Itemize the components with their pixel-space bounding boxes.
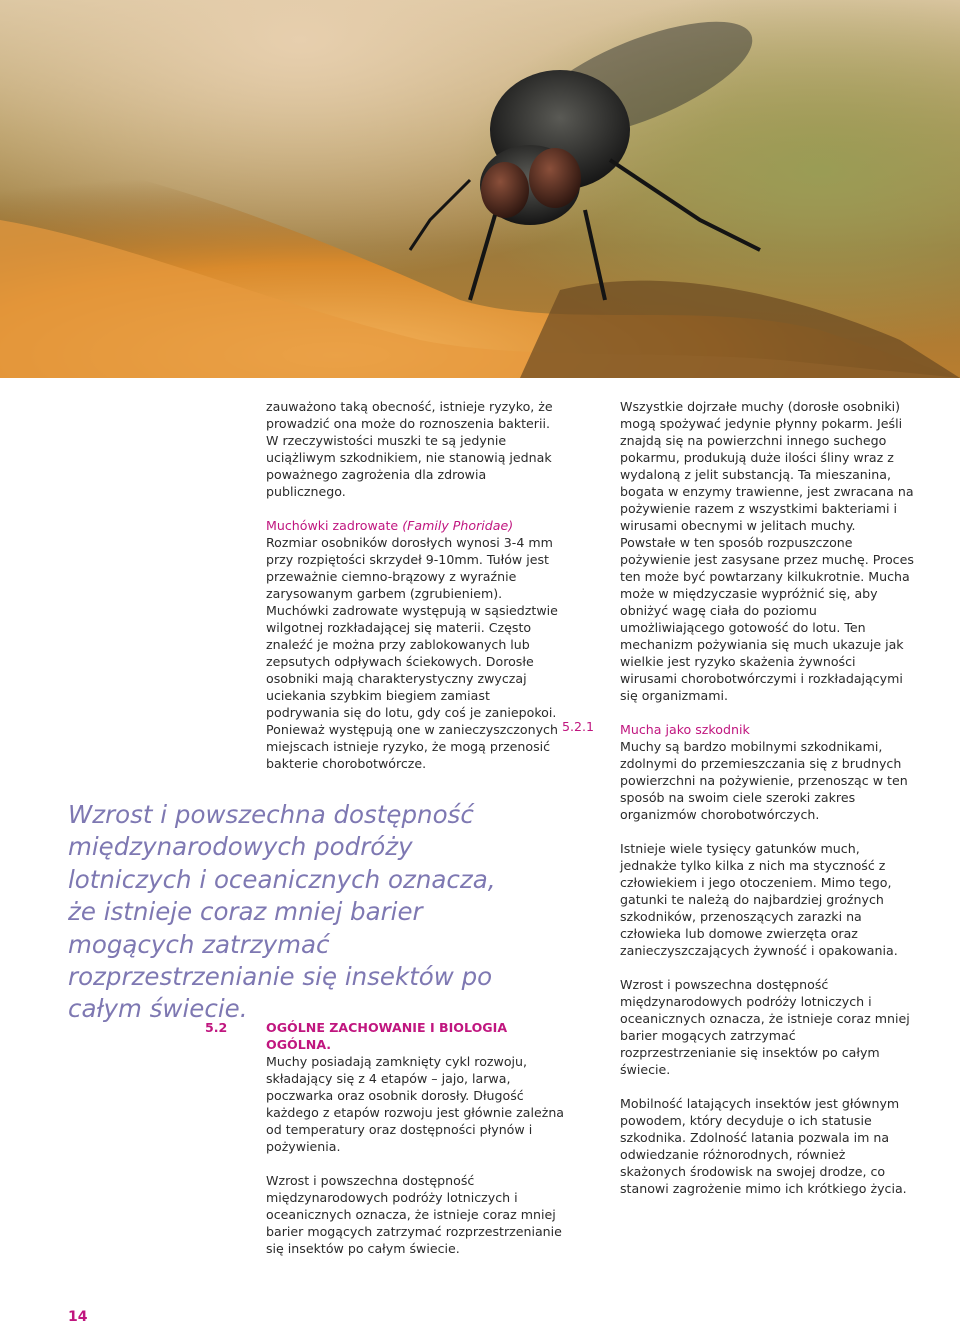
section-number: 5.2 xyxy=(205,1020,228,1035)
subsection-para-1: Muchy są bardzo mobilnymi szkodnikami, zdolnymi do przemieszczania się z brudnych powierzchni na pożywienie, przenosząc w ten sposób na swoim ciele szeroki zakres organizmów chorobotwórczych. xyxy=(620,739,908,822)
right-para-3: Wzrost i powszechna dostępność międzynarodowych podróży lotniczych i oceanicznych oznacza, że istnieje coraz mniej barier mogących zatrzymać rozprzestrzenianie się insektów po całym świecie. xyxy=(620,977,910,1077)
subsection-number: 5.2.1 xyxy=(562,719,595,734)
right-column xyxy=(620,398,915,1214)
middle-column xyxy=(266,398,566,789)
right-intro-paragraph: Wszystkie dojrzałe muchy (dorosłe osobniki) mogą spożywać jedynie płynny pokarm. Jeśli znajdą się na powierzchni innego suchego pokarmu, produkują duże ilości śliny wraz z wydaloną z jelit substancją. Ta mieszanina, bogata w enzymy trawienne, jest zwracana na pożywienie razem z wszystkimi bakteriami i wirusami obecnymi w jelitach muchy. Powstałe w ten sposób rozpuszczone pożywienie jest zasysane przez muchę. Proces ten może być powtarzany kilkukrotnie. Mucha może w międzyczasie wypróżnić się, aby obniżyć wagę ciała do poziomu umożliwiającego gotowość do lotu. Ten mechanizm pożywiania się much ukazuje jak wielkie jest ryzyko skażenia żywności wirusami chorobotwórczymi i rozkładającymi się organizmami. xyxy=(620,399,914,703)
fly-photo-icon xyxy=(0,0,960,378)
intro-paragraph: zauważono taką obecność, istnieje ryzyko, że prowadzić ona może do roznoszenia bakterii. W rzeczywistości muszki te są jedynie uciążliwym szkodnikiem, nie stanowią jednak poważnego zagrożenia dla zdrowia publicznego. xyxy=(266,399,553,499)
right-para-4: Mobilność latających insektów jest głównym powodem, który decyduje o ich statusie szkodnika. Zdolność latania pozwala im na odwiedzanie różnorodnych, również skażonych środowisk na swojej drodze, co stanowi zagrożenie mimo ich krótkiego życia. xyxy=(620,1096,907,1196)
section-title: OGÓLNE ZACHOWANIE I BIOLOGIA OGÓLNA. xyxy=(266,1020,508,1052)
section-para-2: Wzrost i powszechna dostępność międzynarodowych podróży lotniczych i oceanicznych oznacza, że istnieje coraz mniej barier mogących zatrzymać rozprzestrzenianie się insektów po całym świecie. xyxy=(266,1173,562,1256)
phoridae-latin: (Family Phoridae) xyxy=(402,518,514,533)
section-body xyxy=(266,1019,566,1155)
page-number: 14 xyxy=(68,1309,88,1325)
phoridae-text: Rozmiar osobników dorosłych wynosi 3-4 mm przy rozpiętości skrzydeł 9-10mm. Tułów jest przeważnie ciemno-brązowy z wyraźnie zarysowanym garbem (zgrubieniem). Muchówki zadrowate występują w sąsiedztwie wilgotnej rozkładającej się materii. Często znaleźć je można przy zablokowanych lub zepsutych odpływach ściekowych. Dorosłe osobniki mają charakterystyczny zwyczaj uciekania szybkim biegiem zamiast podrywania się do lotu, gdy coś je zaniepokoi. Ponieważ występują one w zanieczyszczonych miejscach istnieje ryzyko, że mogą przenosić bakterie chorobotwórcze. xyxy=(266,535,558,771)
hero-photo xyxy=(0,0,960,378)
right-para-2: Istnieje wiele tysięcy gatunków much, jednakże tylko kilka z nich ma styczność z człowiekiem i jego otoczeniem. Mimo tego, gatunki te należą do najbardziej groźnych szkodników, przenoszących zarazki na człowieka lub domowe zwierzęta oraz zanieczyszczających żywność i opakowania. xyxy=(620,841,898,958)
section-para-1: Muchy posiadają zamknięty cykl rozwoju, składający się z 4 etapów – jajo, larwa, poczwarka oraz osobnik dorosły. Długość każdego z etapów rozwoju jest głównie zależna od temperatury oraz dostępności płynów i pożywienia. xyxy=(266,1054,565,1154)
subsection-body xyxy=(620,721,915,823)
phoridae-paragraph xyxy=(266,517,566,772)
phoridae-label: Muchówki zadrowate xyxy=(266,518,399,533)
pull-quote: Wzrost i powszechna dostępność międzynarodowych podróży lotniczych i oceanicznych oznacza, że istnieje coraz mniej barier mogących zatrzymać rozprzestrzenianie się insektów po całym świecie. xyxy=(68,800,496,1024)
section-5-2 xyxy=(266,1019,566,1274)
subsection-title: Mucha jako szkodnik xyxy=(620,722,750,737)
